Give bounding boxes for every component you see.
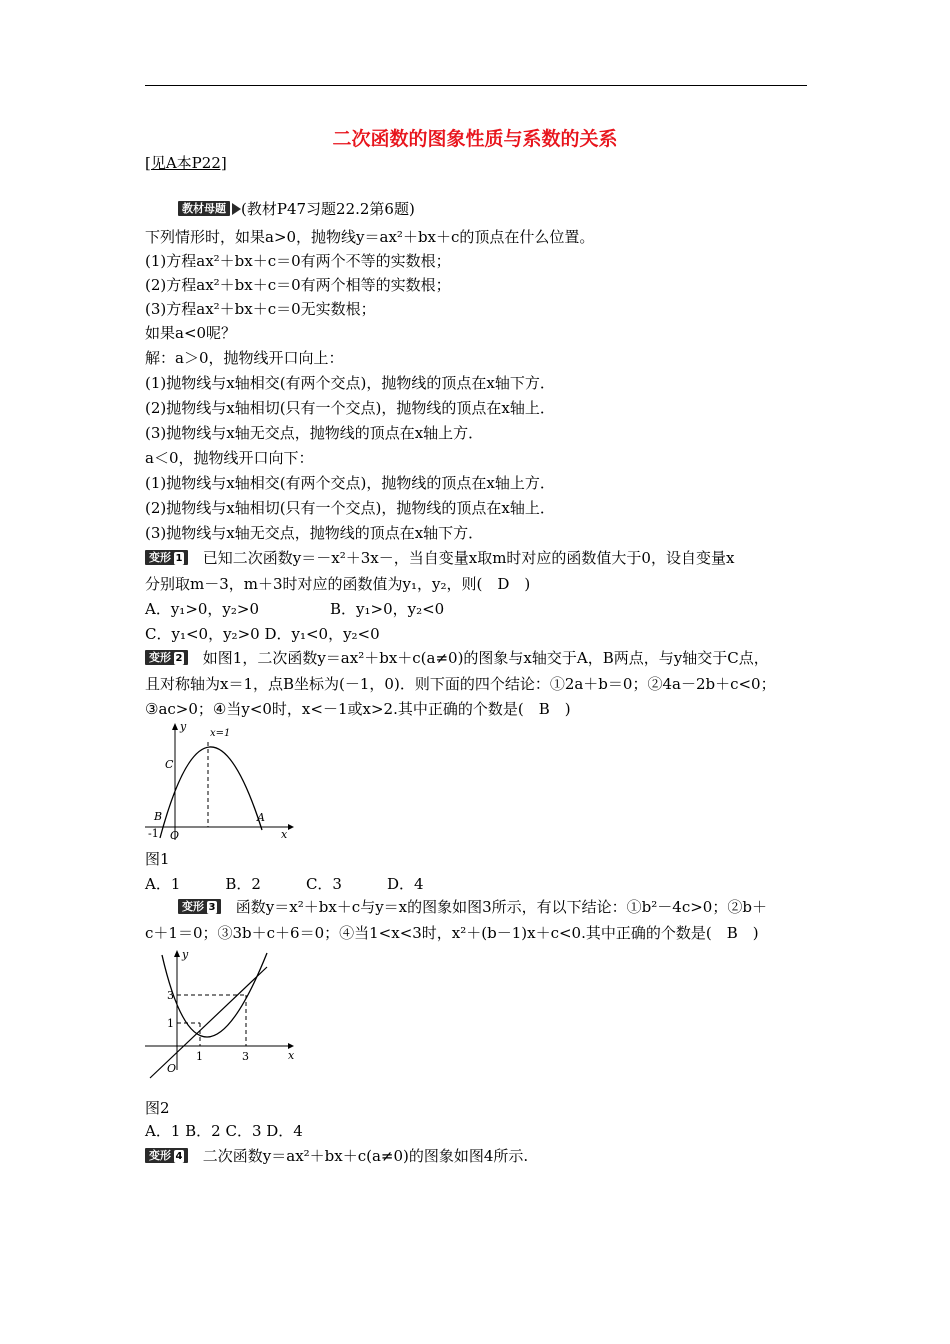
header-rule bbox=[145, 85, 807, 86]
variant-2-tag: 变形 2 bbox=[145, 650, 188, 665]
fig1-point-c: C bbox=[165, 758, 174, 771]
fig2-tick-y1: 1 bbox=[167, 1017, 174, 1030]
figure-1-caption: 图1 bbox=[145, 850, 170, 868]
text-line: a＜0，抛物线开口向下： bbox=[145, 449, 314, 467]
textbook-header bbox=[178, 198, 415, 220]
fig1-y-label: y bbox=[180, 720, 187, 733]
fig1-neg-one: -1 bbox=[148, 827, 159, 840]
variant-1-options-cd: C．y₁<0，y₂>0 D．y₁<0，y₂<0 bbox=[145, 625, 380, 643]
fig1-point-a: A bbox=[257, 811, 265, 824]
fig2-tick-y3: 3 bbox=[167, 989, 174, 1002]
variant-3-line-1: 变形 3 函数y＝x²＋bx＋c与y＝x的图象如图3所示，有以下结论：①b²－4c>0；②b＋ bbox=[178, 896, 767, 918]
figure-2-caption: 图2 bbox=[145, 1099, 170, 1117]
variant-1-option-b: B．y₁>0，y₂<0 bbox=[330, 600, 445, 618]
fig2-tick-x1: 1 bbox=[196, 1050, 203, 1063]
figure-1-parabola bbox=[140, 720, 300, 845]
fig2-x-label: x bbox=[288, 1049, 295, 1062]
text-line: (3)方程ax²＋bx＋c＝0无实数根； bbox=[145, 300, 376, 318]
variant-2-line-3: ③ac>0；④当y<0时，x<－1或x>2.其中正确的个数是( B ) bbox=[145, 700, 571, 718]
x-axis-arrow-icon bbox=[288, 824, 294, 830]
text-line: 下列情形时，如果a>0，抛物线y＝ax²＋bx＋c的顶点在什么位置。 bbox=[145, 228, 595, 246]
text-line: 解：a＞0，抛物线开口向上： bbox=[145, 349, 344, 367]
variant-3-line-2: c＋1＝0；③3b＋c＋6＝0；④当1<x<3时，x²＋(b－1)x＋c<0.其中正确的个数是( B ) bbox=[145, 924, 759, 942]
play-triangle-icon bbox=[232, 203, 241, 215]
text-line: (3)抛物线与x轴无交点，抛物线的顶点在x轴下方． bbox=[145, 524, 484, 542]
text-line: (3)抛物线与x轴无交点，抛物线的顶点在x轴上方． bbox=[145, 424, 484, 442]
variant-1-option-a: A．y₁>0，y₂>0 bbox=[145, 600, 260, 618]
variant-3-tag: 变形 3 bbox=[178, 899, 221, 914]
textbook-tag: 教材母题 bbox=[178, 201, 230, 216]
variant-1-tag: 变形 1 bbox=[145, 550, 188, 565]
fig1-x-label: x bbox=[281, 828, 288, 841]
text-line: (2)抛物线与x轴相切(只有一个交点)，抛物线的顶点在x轴上． bbox=[145, 499, 555, 517]
y-axis-arrow-icon bbox=[174, 950, 180, 957]
y-axis-arrow-icon bbox=[172, 723, 178, 730]
fig2-origin: O bbox=[167, 1062, 177, 1075]
page-title: 二次函数的图象性质与系数的关系 bbox=[332, 128, 618, 150]
reference-link[interactable]: [见A本P22] bbox=[145, 154, 227, 172]
text-line: 如果a<0呢？ bbox=[145, 324, 237, 342]
fig2-y-label: y bbox=[182, 948, 189, 961]
variant-1-line-2: 分别取m－3，m＋3时对应的函数值为y₁，y₂，则( D ) bbox=[145, 575, 531, 593]
textbook-source: (教材P47习题22.2第6题) bbox=[241, 200, 415, 218]
text-line: (2)抛物线与x轴相切(只有一个交点)，抛物线的顶点在x轴上． bbox=[145, 399, 555, 417]
text-line: (1)抛物线与x轴相交(有两个交点)，抛物线的顶点在x轴上方． bbox=[145, 474, 555, 492]
text-line: (1)抛物线与x轴相交(有两个交点)，抛物线的顶点在x轴下方． bbox=[145, 374, 555, 392]
variant-2-line-2: 且对称轴为x＝1，点B坐标为(－1，0)．则下面的四个结论：①2a＋b＝0；②4a－2b＋c<0； bbox=[145, 675, 776, 693]
text-line: (2)方程ax²＋bx＋c＝0有两个相等的实数根； bbox=[145, 276, 451, 294]
figure-2-parabola-and-line bbox=[140, 945, 305, 1085]
fig2-tick-x3: 3 bbox=[242, 1050, 249, 1063]
variant-1-line-1: 变形 1 已知二次函数y＝－x²＋3x－，当自变量x取m时对应的函数值大于0，设自变量x bbox=[145, 547, 734, 569]
variant-3-options: A．1 B．2 C．3 D．4 bbox=[145, 1122, 303, 1140]
fig1-axis-label: x=1 bbox=[210, 728, 231, 739]
variant-2-options: A．1 B．2 C．3 D．4 bbox=[145, 875, 424, 893]
text-line: (1)方程ax²＋bx＋c＝0有两个不等的实数根； bbox=[145, 252, 451, 270]
fig1-point-b: B bbox=[154, 810, 163, 823]
variant-4-tag: 变形 4 bbox=[145, 1148, 188, 1163]
variant-2-line-1: 变形 2 如图1，二次函数y＝ax²＋bx＋c(a≠0)的图象与x轴交于A，B两点，与y轴交于C点， bbox=[145, 647, 769, 669]
variant-4-line-1: 变形 4 二次函数y＝ax²＋bx＋c(a≠0)的图象如图4所示. bbox=[145, 1145, 528, 1167]
fig1-origin: O bbox=[170, 829, 180, 842]
